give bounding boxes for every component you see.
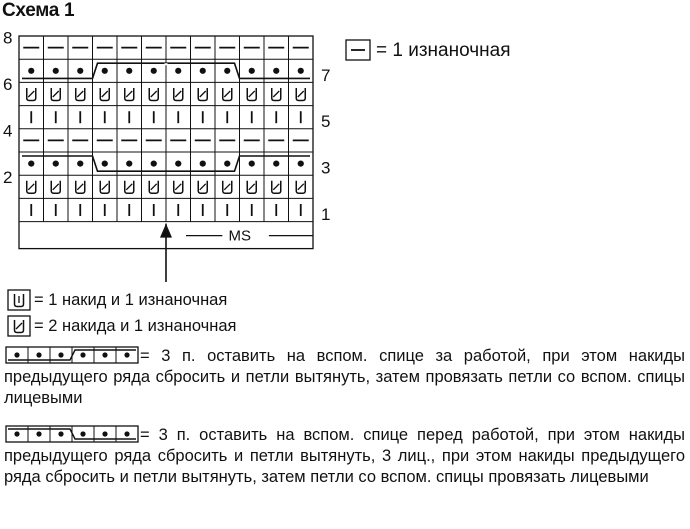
chart-title: Схема 1 [2, 0, 75, 21]
legend-yo1-text: = 1 накид и 1 изнаночная [34, 291, 228, 309]
legend-yo2-text: = 2 накида и 1 изнаночная [34, 317, 237, 335]
dot-symbol [298, 161, 304, 167]
dot-symbol [28, 161, 34, 167]
dot-symbol [224, 161, 230, 167]
dot-symbol [298, 68, 304, 74]
row-number-4: 4 [3, 121, 13, 141]
legend-purl-text: = 1 изнаночная [376, 40, 511, 61]
dot-symbol [77, 68, 83, 74]
dot-symbol [151, 161, 157, 167]
dot-symbol [151, 68, 157, 74]
legend-cable-back-text: = 3 п. оставить на вспом. спице за работой, при этом накиды предыдущего ряда сбросить и петли вытянуть, затем провязать петли со вспом. спицы лицевыми [4, 347, 685, 407]
dot-symbol [53, 161, 59, 167]
dot-symbol [77, 161, 83, 167]
legend-cable-front-text: = 3 п. оставить на вспом. спице перед работой, при этом накиды предыдущего ряда сбросить и петли вытянуть, 3 лиц., при этом накиды предыдущего ряда сбросить и петли вытянуть, затем петли со вспом. спицы провязать лицевыми [4, 426, 685, 486]
row-number-2: 2 [3, 167, 13, 187]
dot-symbol [175, 68, 181, 74]
dot-symbol [224, 68, 230, 74]
row-number-7: 7 [321, 65, 331, 85]
row-number-1: 1 [321, 205, 331, 224]
dot-symbol [175, 161, 181, 167]
dot-symbol [249, 161, 255, 167]
ms-label: MS [228, 227, 251, 245]
row-number-6: 6 [3, 75, 13, 94]
dot-symbol [53, 68, 59, 74]
dot-symbol [126, 68, 132, 74]
row-number-5: 5 [321, 112, 331, 132]
dot-symbol [126, 161, 132, 167]
dot-symbol [28, 68, 34, 74]
dot-symbol [102, 68, 108, 74]
dot-symbol [273, 161, 279, 167]
row-number-8: 8 [3, 28, 13, 48]
dot-symbol [249, 68, 255, 74]
ms-arrow-head [160, 224, 172, 238]
row-numbers [3, 29, 330, 224]
dot-symbol [273, 68, 279, 74]
dot-symbol [200, 68, 206, 74]
ms-marker [19, 224, 313, 282]
row-number-3: 3 [321, 158, 331, 178]
dot-symbol [102, 161, 108, 167]
dot-symbol [200, 161, 206, 167]
